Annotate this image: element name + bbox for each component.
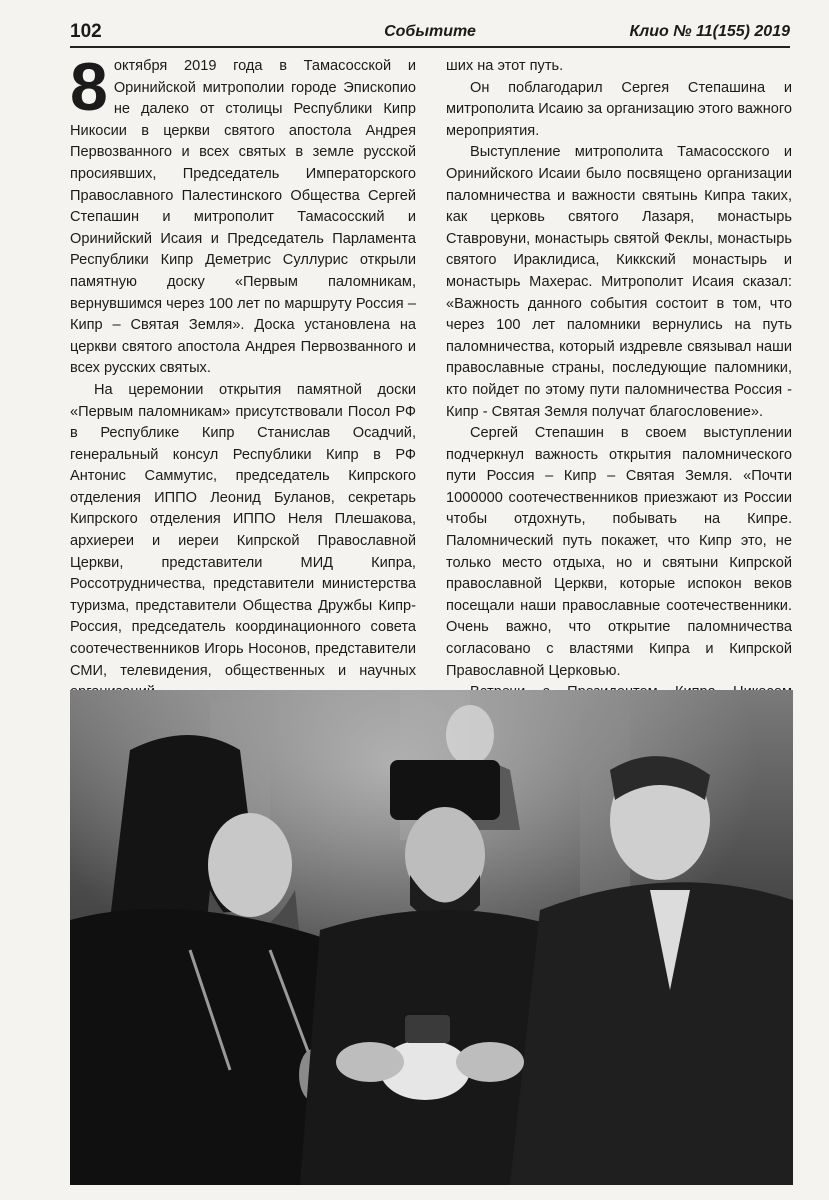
ceremony-photo <box>70 690 793 1185</box>
paragraph-continued: ших на этот путь. <box>446 58 564 74</box>
section-title: Событите <box>384 23 476 40</box>
paragraph-1-text: октября 2019 года в Тамасосской и Оринийской митрополии городе Эпископио не далеко от столицы Республики Кипр Никосии в церкви святого апостола Андрея Первозванного и всех святых в земле русской просиявших, Председатель Императорского Православного Палестинского Общества Сергей Степашин и митрополит Тамасосский и Оринийский Исаия и Председатель Парламента Республики Кипр Деметрис Суллурис открыли памятную доску «Первым паломникам, вернувшимся через 100 лет по маршруту Россия – Кипр – Святая Земля». Доска установлена на церкви святого апостола Андрея Первозванного и всех русских святых. <box>70 58 416 377</box>
page-number: 102 <box>70 21 102 42</box>
page-header <box>70 20 790 48</box>
paragraph-6: Сергей Степашин в своем выступлении подчеркнул важность открытия паломнического пути Россия – Кипр – Святая Земля. «Почти 1000000 соотечественников приезжают из России чтобы отдохнуть, побывать на Кипре. Паломнический путь покажет, что Кипр это, не только место отдыха, но и святыни Кипрской православной Церкви, которые испокон веков посещали наши православные соотечественники. Очень важно, что открытие паломничества согласовано с властями Кипра и Кипрской Православной Церковью. <box>446 425 792 679</box>
paragraph-1 <box>70 49 416 380</box>
drop-cap: 8 <box>70 49 108 125</box>
paragraph-5: Выступление митрополита Тамасосского и Оринийского Исаии было посвящено организации паломничества и важности святынь Кипра таких, как церковь святого Лазаря, монастырь Ставровуни, монастырь святой Феклы, монастырь святого Ираклидиса, Киккский монастырь и монастырь Махерас. Митрополит Исаия сказал: «Важность данного события состоит в том, что через 100 лет паломники вернулись на путь паломничества, который издревле связывал наши православные страны, последующие паломники, кто пойдет по этому пути паломничества Россия - Кипр - Святая Земля получат благословение». <box>446 144 792 420</box>
issue-label: Клио № 11(155) 2019 <box>629 23 790 40</box>
ceremony-photo-icon <box>70 690 793 1185</box>
paragraph-2: На церемонии открытия памятной доски «Первым паломникам» присутствовали Посол РФ в Республике Кипр Станислав Осадчий, генеральный консул Республики Кипр в РФ Антонис Саммутис, председатель Кипрского отделения ИППО Леонид Буланов, секретарь Кипрского отделения ИППО Неля Плешакова, архиереи и иереи Кипрской Православной Церкви, представители МИД Кипра, Россотрудничества, представители министерства туризма, представители Общества Дружбы Кипр-Россия, председатель координационного совета соотечественников Игорь Носонов, представители СМИ, телевидения, общественных и научных <box>70 381 416 679</box>
paragraph-4: Он поблагодарил Сергея Степашина и митрополита Исаию за организацию этого важного мероприятия. <box>446 79 792 139</box>
